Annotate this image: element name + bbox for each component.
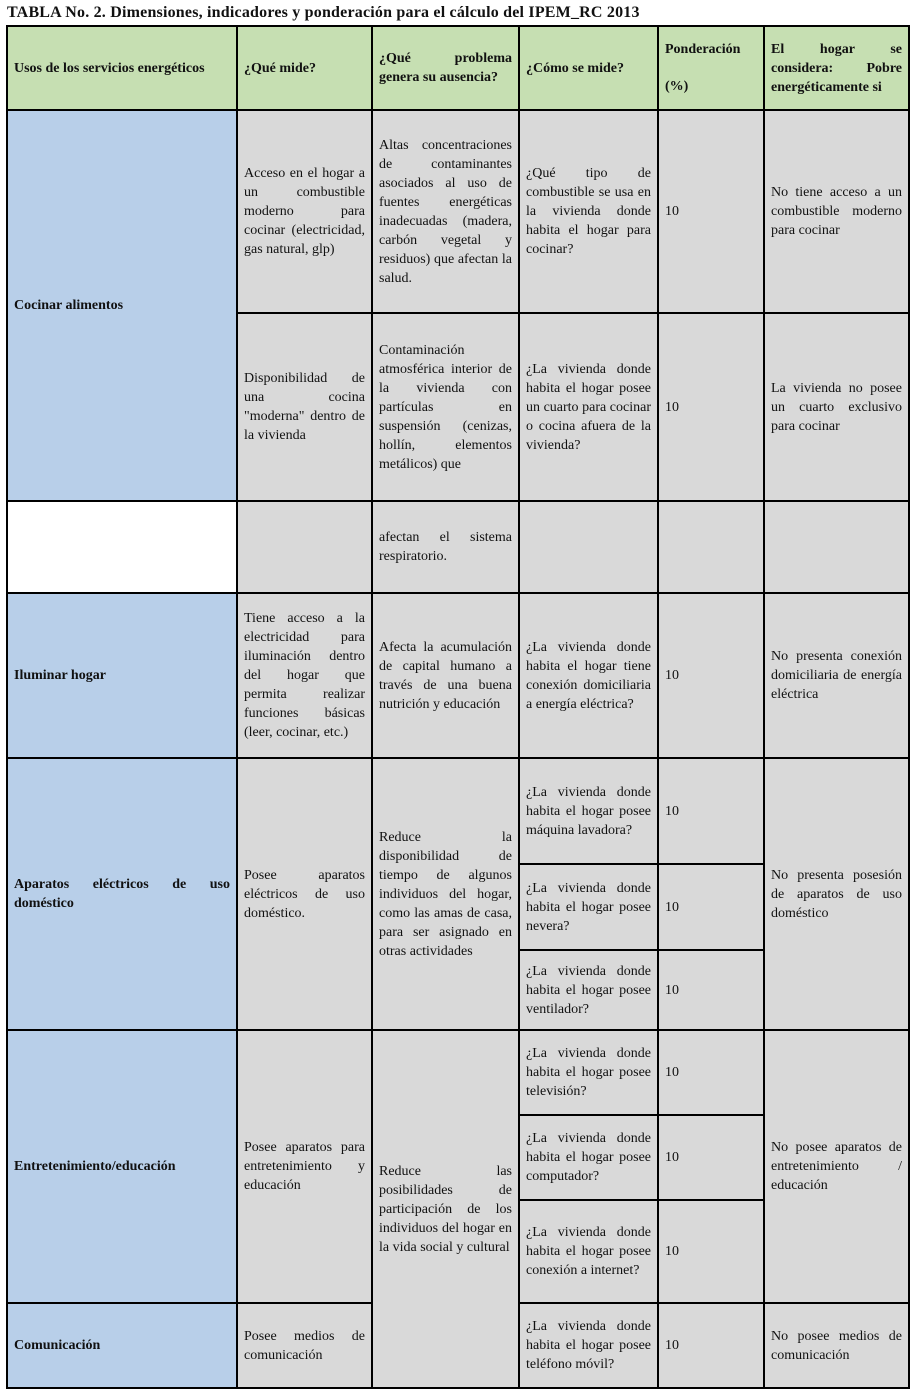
header-ponderacion-pct: (%) [665, 79, 689, 94]
cell-computador-ponderacion: 10 [658, 1115, 764, 1200]
cell-iluminar-ponderacion: 10 [658, 593, 764, 758]
cell-aparatos-pobre: No presenta posesión de aparatos de uso doméstico [764, 758, 909, 1030]
cell-internet-como: ¿La vivienda donde habita el hogar posee conexión a internet? [519, 1200, 658, 1303]
cell-disponibilidad-ponderacion: 10 [658, 313, 764, 501]
cell-comunicacion-mide: Posee medios de comunicación [237, 1303, 372, 1388]
header-usos: Usos de los servicios energéticos [7, 26, 237, 110]
cell-television-ponderacion: 10 [658, 1030, 764, 1115]
cell-overflow-blank-dimension [7, 501, 237, 593]
row-cocinar-acceso [7, 110, 909, 313]
cell-ventilador-ponderacion: 10 [658, 950, 764, 1030]
header-como-se-mide: ¿Cómo se mide? [519, 26, 658, 110]
cell-aparatos-problema: Reduce la disponibilidad de tiempo de algunos individuos del hogar, como las amas de casa, para ser asignado en otras actividades [372, 758, 519, 1030]
header-pobre: El hogar se considera: Pobre energéticamente si [764, 26, 909, 110]
cell-lavadora-ponderacion: 10 [658, 758, 764, 864]
cell-aparatos-mide: Posee aparatos eléctricos de uso doméstico. [237, 758, 372, 1030]
cell-iluminar-como: ¿La vivienda donde habita el hogar tiene conexión domiciliaria a energía eléctrica? [519, 593, 658, 758]
cell-entretenimiento-label: Entretenimiento/educación [7, 1030, 237, 1303]
cell-aparatos-label: Aparatos eléctricos de uso doméstico [7, 758, 237, 1030]
cell-lavadora-como: ¿La vivienda donde habita el hogar posee máquina lavadora? [519, 758, 658, 864]
cell-comunicacion-pobre: No posee medios de comunicación [764, 1303, 909, 1388]
cell-comunicacion-como: ¿La vivienda donde habita el hogar posee teléfono móvil? [519, 1303, 658, 1388]
cell-comunicacion-label: Comunicación [7, 1303, 237, 1388]
cell-entretenimiento-pobre: No posee aparatos de entretenimiento / educación [764, 1030, 909, 1303]
header-row [7, 26, 909, 110]
cell-iluminar-label: Iluminar hogar [7, 593, 237, 758]
cell-internet-ponderacion: 10 [658, 1200, 764, 1303]
cell-computador-como: ¿La vivienda donde habita el hogar posee computador? [519, 1115, 658, 1200]
cell-acceso-pobre: No tiene acceso a un combustible moderno para cocinar [764, 110, 909, 313]
cell-overflow-blank-pobre [764, 501, 909, 593]
cell-iluminar-pobre: No presenta conexión domiciliaria de energía eléctrica [764, 593, 909, 758]
row-cocinar-overflow [7, 501, 909, 593]
row-aparatos-lavadora [7, 758, 909, 864]
cell-overflow-blank-como [519, 501, 658, 593]
cell-nevera-ponderacion: 10 [658, 864, 764, 950]
header-problema: ¿Qué problema genera su ausencia? [372, 26, 519, 110]
cell-disponibilidad-mide: Disponibilidad de una cocina "moderna" dentro de la vivienda [237, 313, 372, 501]
cell-iluminar-problema: Afecta la acumulación de capital humano a través de una buena nutrición y educación [372, 593, 519, 758]
cell-iluminar-mide: Tiene acceso a la electricidad para iluminación dentro del hogar que permita realizar funciones básicas (leer, cocinar, etc.) [237, 593, 372, 758]
cell-disponibilidad-problema: Contaminación atmosférica interior de la vivienda con partículas en suspensión (cenizas, hollín, elementos metálicos) que [372, 313, 519, 501]
cell-acceso-ponderacion: 10 [658, 110, 764, 313]
cell-disponibilidad-como: ¿La vivienda donde habita el hogar posee un cuarto para cocinar o cocina afuera de la vivienda? [519, 313, 658, 501]
cell-ventilador-como: ¿La vivienda donde habita el hogar posee ventilador? [519, 950, 658, 1030]
row-iluminar [7, 593, 909, 758]
cell-overflow-problema: afectan el sistema respiratorio. [372, 501, 519, 593]
cell-cocinar-label: Cocinar alimentos [7, 110, 237, 501]
cell-entretenimiento-mide: Posee aparatos para entretenimiento y educación [237, 1030, 372, 1303]
cell-nevera-como: ¿La vivienda donde habita el hogar posee nevera? [519, 864, 658, 950]
cell-overflow-blank-ponderacion [658, 501, 764, 593]
header-ponderacion [658, 26, 764, 110]
cell-comunicacion-ponderacion: 10 [658, 1303, 764, 1388]
cell-television-como: ¿La vivienda donde habita el hogar posee televisión? [519, 1030, 658, 1115]
cell-acceso-mide: Acceso en el hogar a un combustible moderno para cocinar (electricidad, gas natural, glp) [237, 110, 372, 313]
table-title: TABLA No. 2. Dimensiones, indicadores y ponderación para el cálculo del IPEM_RC 2013 [7, 4, 640, 21]
cell-disponibilidad-pobre: La vivienda no posee un cuarto exclusivo para cocinar [764, 313, 909, 501]
cell-overflow-blank-mide [237, 501, 372, 593]
cell-entretenimiento-problema: Reduce las posibilidades de participación de los individuos del hogar en la vida social y cultural [372, 1030, 519, 1388]
ipem-table [6, 25, 910, 1389]
cell-acceso-problema: Altas concentraciones de contaminantes asociados al uso de fuentes energéticas inadecuadas (madera, carbón vegetal y residuos) que afectan la salud. [372, 110, 519, 313]
header-ponderacion-word: Ponderación [665, 42, 741, 57]
header-que-mide: ¿Qué mide? [237, 26, 372, 110]
cell-acceso-como: ¿Qué tipo de combustible se usa en la vivienda donde habita el hogar para cocinar? [519, 110, 658, 313]
row-entretenimiento-television [7, 1030, 909, 1115]
